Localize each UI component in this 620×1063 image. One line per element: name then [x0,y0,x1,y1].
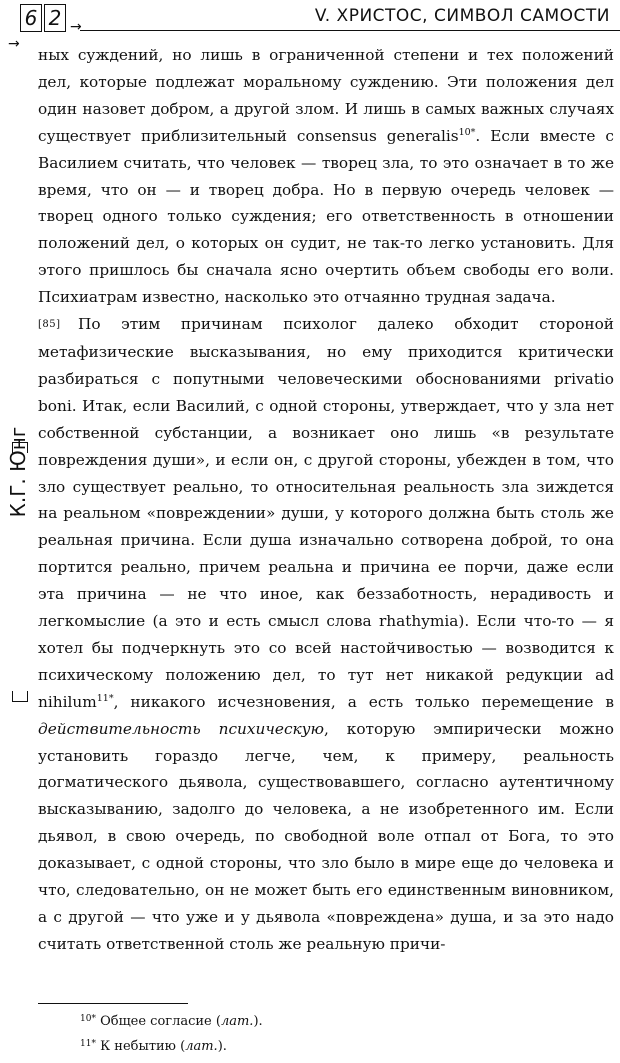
arrow-right-icon: → [8,36,20,52]
footnote-mark: 10* [80,1014,96,1024]
footnote-10 [80,1008,600,1033]
text-run: , которую эмпирически можно установить гораздо легче, чем, к примеру, реальность догматического дьявола, существовавшего, согласно аутентичному высказыванию, задолго до человека, а не изобретенного им. Если дьявол, в свою очередь, по свободной воле отпал от Бога, то это доказывает, с одной стороны, что зло было в мире еще до человека и что, следовательно, он не может быть его единственным виновником, а с другой — что уже и у дьявола «повреждена» душа, и за это надо считать ответственной столь же реальную причи- [38,719,615,953]
page-number-digit-1: 6 [20,4,42,32]
footnote-text: К небытию ( [100,1039,186,1054]
author-side-tab [4,426,34,702]
footnote-ref-11: 11* [96,692,114,704]
footnotes [80,1008,600,1058]
footnote-close: ). [253,1014,263,1029]
footnote-lang: лат. [220,1014,254,1029]
author-name: К.Г. Юнг [6,426,30,518]
footnote-text: Общее согласие ( [100,1014,221,1029]
paragraph-number: [85] [38,319,61,331]
footnote-ref-10: 10* [458,126,476,138]
footnote-lang: лат. [185,1039,218,1054]
footnote-11 [80,1033,600,1058]
body-text [38,42,614,958]
emphasis-text: действительность психическую [38,719,324,738]
page-header [0,0,620,52]
footnote-rule [38,1003,188,1004]
footnote-close: ). [217,1039,227,1054]
bracket-bottom [12,691,28,702]
page-number-digit-2: 2 [44,4,66,32]
paragraph-85 [38,311,614,958]
arrow-right-icon: → [70,19,82,35]
text-run: . Если вместе с Василием считать, что человек — творец зла, то это означает в то же время, что он — и творец добра. Но в первую очередь человек — творец одного только суждения; его ответственность в отношении положений дел, о которых он судит, не так-то легко установить. Для этого пришлось бы сначала ясно очертить объем свободы его воли. Психиатрам известно, насколько это отчаянно трудная задача. [38,126,614,307]
text-run: , никакого исчезновения, а есть только перемещение в [113,692,614,711]
header-rule [80,30,620,31]
paragraph-continued [38,42,614,311]
running-title: V. ХРИСТОС, СИМВОЛ САМОСТИ [314,6,610,26]
footnote-mark: 11* [80,1039,96,1049]
text-run: ных суждений, но лишь в ограниченной степени и тех положений дел, которые подлежат моральному суждению. Эти положения дел один назовет добром, а другой злом. И лишь в самых важных случаях существует приблизительный consensus generalis [38,46,614,145]
text-run: По этим причинам психолог далеко обходит стороной метафизические высказывания, но ему приходится критически разбираться с попутными человеческими обоснованиями privatio boni. Итак, если Василий, с одной стороны, утверждает, что у зла нет собственной субстанции, а возникает оно лишь «в результате повреждения души», и если он, с другой стороны, убежден в том, что зло существует реально, то относительная реальность зла зиждется на реальном «повреждении» души, у которого должна быть столь же реальная причина. Если душа изначально сотворена доброй, то она портится реально, причем реальна и причина ее порчи, даже если эта причина — не что иное, как беззаботность, нерадивость и легкомыслие (а это и есть смысл слова rhathymia). Если что-то — я хотел бы подчеркнуть это со всей настойчивостью — возводится к психическому положению дел, то тут нет никакой редукции ad nihilum [38,315,614,711]
